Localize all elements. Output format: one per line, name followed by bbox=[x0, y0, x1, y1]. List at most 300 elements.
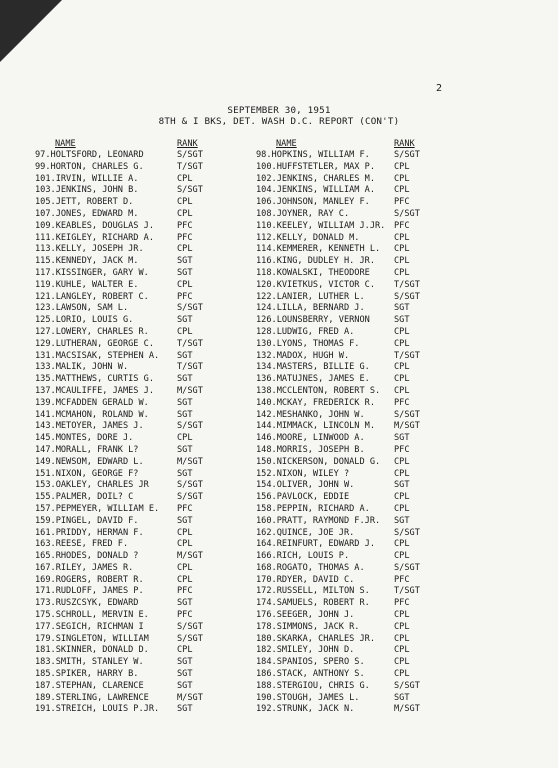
member-name: 98.HOPKINS, WILLIAM F. bbox=[256, 150, 370, 160]
roster-row bbox=[35, 398, 240, 410]
member-rank: SGT bbox=[177, 444, 193, 455]
member-rank: CPL bbox=[394, 267, 410, 278]
member-name: 143.METOYER, JAMES J. bbox=[35, 421, 144, 432]
roster-row bbox=[256, 516, 436, 528]
roster-row bbox=[35, 197, 240, 209]
member-name: 178.SIMMONS, JACK R. bbox=[256, 621, 360, 632]
member-rank: SGT bbox=[177, 315, 193, 326]
roster-row bbox=[35, 327, 240, 339]
roster-row bbox=[256, 575, 436, 587]
member-rank: S/SGT bbox=[177, 185, 203, 196]
member-name: 110.KEELEY, WILLIAM J.JR. bbox=[256, 220, 386, 231]
member-name: 170.RDYER, DAVID C. bbox=[256, 574, 355, 585]
member-name: 149.NEWSOM, EDWARD L. bbox=[35, 456, 144, 467]
member-rank: PFC bbox=[177, 220, 193, 231]
roster-row bbox=[35, 610, 240, 622]
member-rank: PFC bbox=[177, 610, 193, 621]
right-column-header bbox=[256, 139, 436, 150]
member-name: 159.PINGEL, DAVID F. bbox=[35, 515, 139, 526]
roster-row bbox=[256, 469, 436, 481]
member-rank: CPL bbox=[394, 669, 410, 680]
member-name: 165.RHODES, DONALD ? bbox=[35, 551, 139, 562]
roster-row bbox=[256, 256, 436, 268]
member-name: 104.JENKINS, WILLIAM A. bbox=[256, 185, 375, 196]
member-name: 100.HUFFSTETLER, MAX P. bbox=[256, 161, 375, 172]
member-name: 153.OAKLEY, CHARLES JR bbox=[35, 480, 149, 491]
member-rank: CPL bbox=[177, 574, 193, 585]
member-rank: CPL bbox=[177, 173, 193, 184]
member-name: 127.LOWERY, CHARLES R. bbox=[35, 326, 149, 337]
roster-row bbox=[35, 539, 240, 551]
member-name: 124.LILLA, BERNARD J. bbox=[256, 303, 365, 314]
roster-row bbox=[35, 362, 240, 374]
roster-row bbox=[35, 704, 240, 716]
member-rank: S/SGT bbox=[394, 409, 420, 420]
roster-row bbox=[256, 504, 436, 516]
member-name: 192.STRUNK, JACK N. bbox=[256, 704, 355, 715]
right-roster-rows bbox=[256, 150, 436, 716]
member-name: 102.JENKINS, CHARLES M. bbox=[256, 173, 375, 184]
roster-row bbox=[256, 174, 436, 186]
page-number: 2 bbox=[436, 83, 443, 94]
member-rank: PFC bbox=[177, 291, 193, 302]
roster-row bbox=[35, 374, 240, 386]
member-name: 188.STERGIOU, CHRIS G. bbox=[256, 680, 370, 691]
member-rank: CPL bbox=[177, 208, 193, 219]
member-rank: SGT bbox=[177, 267, 193, 278]
roster-row bbox=[35, 563, 240, 575]
member-rank: S/SGT bbox=[177, 421, 203, 432]
member-rank: SGT bbox=[394, 315, 410, 326]
member-name: 113.KELLY, JOSEPH JR. bbox=[35, 244, 144, 255]
member-rank: CPL bbox=[177, 527, 193, 538]
member-name: 121.LANGLEY, ROBERT C. bbox=[35, 291, 149, 302]
member-rank: S/SGT bbox=[394, 562, 420, 573]
member-name: 171.RUDLOFF, JAMES P. bbox=[35, 586, 144, 597]
roster-row bbox=[256, 303, 436, 315]
member-name: 126.LOUNSBERRY, VERNON bbox=[256, 315, 370, 326]
roster-row bbox=[35, 551, 240, 563]
roster-row bbox=[35, 339, 240, 351]
member-name: 133.MALIK, JOHN W. bbox=[35, 362, 129, 373]
member-name: 101.IRVIN, WILLIE A. bbox=[35, 173, 139, 184]
roster-row bbox=[256, 221, 436, 233]
roster-row bbox=[35, 457, 240, 469]
roster-row bbox=[35, 645, 240, 657]
member-rank: CPL bbox=[394, 374, 410, 385]
member-rank: CPL bbox=[177, 433, 193, 444]
member-name: 182.SMILEY, JOHN D. bbox=[256, 645, 355, 656]
member-name: 148.MORRIS, JOSEPH B. bbox=[256, 444, 365, 455]
member-name: 164.REINFURT, EDWARD J. bbox=[256, 539, 375, 550]
member-name: 167.RILEY, JAMES R. bbox=[35, 562, 134, 573]
member-name: 154.OLIVER, JOHN W. bbox=[256, 480, 355, 491]
member-rank: CPL bbox=[394, 551, 410, 562]
roster-row bbox=[256, 421, 436, 433]
member-rank: PFC bbox=[177, 503, 193, 514]
report-date: SEPTEMBER 30, 1951 bbox=[227, 105, 331, 116]
member-rank: SGT bbox=[177, 657, 193, 668]
roster-row bbox=[35, 681, 240, 693]
member-rank: CPL bbox=[394, 161, 410, 172]
member-rank: SGT bbox=[177, 409, 193, 420]
member-rank: CPL bbox=[394, 232, 410, 243]
roster-row bbox=[35, 693, 240, 705]
roster-row bbox=[35, 528, 240, 540]
roster-row bbox=[256, 634, 436, 646]
member-name: 174.SAMUELS, ROBERT R. bbox=[256, 598, 370, 609]
report-title: 8TH & I BKS, DET. WASH D.C. REPORT (CON'T) bbox=[158, 116, 400, 127]
member-name: 137.MCAULIFFE, JAMES J. bbox=[35, 385, 154, 396]
member-rank: SGT bbox=[394, 480, 410, 491]
member-name: 141.MCMAHON, ROLAND W. bbox=[35, 409, 149, 420]
member-name: 117.KISSINGER, GARY W. bbox=[35, 267, 149, 278]
member-name: 103.JENKINS, JOHN B. bbox=[35, 185, 139, 196]
member-rank: S/SGT bbox=[394, 150, 420, 160]
roster-row bbox=[256, 528, 436, 540]
member-rank: SGT bbox=[177, 374, 193, 385]
member-rank: SGT bbox=[177, 350, 193, 361]
member-name: 132.MADOX, HUGH W. bbox=[256, 350, 350, 361]
member-name: 107.JONES, EDWARD M. bbox=[35, 208, 139, 219]
member-name: 179.SINGLETON, WILLIAM bbox=[35, 633, 149, 644]
member-rank: SGT bbox=[177, 256, 193, 267]
member-name: 156.PAVLOCK, EDDIE bbox=[256, 492, 350, 503]
member-rank: SGT bbox=[177, 704, 193, 715]
member-rank: T/SGT bbox=[177, 338, 203, 349]
member-name: 139.MCFADDEN GERALD W. bbox=[35, 397, 149, 408]
roster-row bbox=[256, 339, 436, 351]
left-roster-rows bbox=[35, 150, 240, 716]
member-rank: SGT bbox=[177, 669, 193, 680]
member-rank: SGT bbox=[177, 468, 193, 479]
roster-row bbox=[256, 610, 436, 622]
roster-row bbox=[35, 303, 240, 315]
member-rank: CPL bbox=[177, 562, 193, 573]
member-rank: CPL bbox=[394, 539, 410, 550]
member-name: 162.QUINCE, JOE JR. bbox=[256, 527, 355, 538]
member-name: 175.SCHROLL, MERVIN E. bbox=[35, 610, 149, 621]
member-name: 169.ROGERS, ROBERT R. bbox=[35, 574, 144, 585]
roster-row bbox=[256, 693, 436, 705]
member-name: 97.HOLTSFORD, LEONARD bbox=[35, 150, 144, 160]
member-rank: SGT bbox=[394, 303, 410, 314]
member-name: 134.MASTERS, BILLIE G. bbox=[256, 362, 370, 373]
member-rank: PFC bbox=[394, 574, 410, 585]
roster-row bbox=[35, 480, 240, 492]
member-rank: SGT bbox=[177, 397, 193, 408]
roster-row bbox=[35, 244, 240, 256]
roster-row bbox=[35, 280, 240, 292]
member-name: 187.STEPHAN, CLARENCE bbox=[35, 680, 144, 691]
roster-row bbox=[256, 704, 436, 716]
roster-row bbox=[256, 268, 436, 280]
roster-row bbox=[35, 469, 240, 481]
name-header: NAME bbox=[276, 139, 297, 149]
member-rank: CPL bbox=[394, 173, 410, 184]
member-rank: T/SGT bbox=[177, 362, 203, 373]
member-rank: CPL bbox=[394, 385, 410, 396]
roster-row bbox=[256, 244, 436, 256]
member-name: 152.NIXON, WILEY ? bbox=[256, 468, 350, 479]
roster-row bbox=[35, 351, 240, 363]
member-rank: SGT bbox=[177, 680, 193, 691]
roster-row bbox=[35, 586, 240, 598]
member-rank: S/SGT bbox=[394, 680, 420, 691]
member-rank: S/SGT bbox=[394, 527, 420, 538]
roster-row bbox=[256, 233, 436, 245]
roster-row bbox=[35, 575, 240, 587]
member-name: 177.SEGICH, RICHMAN I bbox=[35, 621, 144, 632]
rank-header: RANK bbox=[394, 139, 415, 149]
roster-row bbox=[256, 398, 436, 410]
roster-row bbox=[256, 327, 436, 339]
member-rank: CPL bbox=[177, 279, 193, 290]
roster-row bbox=[256, 292, 436, 304]
member-rank: SGT bbox=[177, 515, 193, 526]
member-rank: PFC bbox=[394, 220, 410, 231]
member-rank: T/SGT bbox=[394, 279, 420, 290]
member-rank: CPL bbox=[394, 185, 410, 196]
member-rank: M/SGT bbox=[177, 456, 203, 467]
member-rank: M/SGT bbox=[177, 385, 203, 396]
member-name: 116.KING, DUDLEY H. JR. bbox=[256, 256, 375, 267]
member-name: 118.KOWALSKI, THEODORE bbox=[256, 267, 370, 278]
member-rank: CPL bbox=[394, 244, 410, 255]
member-rank: CPL bbox=[394, 456, 410, 467]
roster-row bbox=[35, 492, 240, 504]
member-name: 176.SEEGER, JOHN J. bbox=[256, 610, 355, 621]
roster-row bbox=[256, 492, 436, 504]
member-name: 128.LUDWIG, FRED A. bbox=[256, 326, 355, 337]
member-name: 120.KVIETKUS, VICTOR C. bbox=[256, 279, 375, 290]
member-rank: T/SGT bbox=[177, 161, 203, 172]
member-rank: M/SGT bbox=[177, 692, 203, 703]
member-name: 146.MOORE, LINWOOD A. bbox=[256, 433, 365, 444]
member-name: 123.LAWSON, SAM L. bbox=[35, 303, 129, 314]
roster-row bbox=[256, 315, 436, 327]
member-rank: CPL bbox=[394, 362, 410, 373]
member-rank: CPL bbox=[177, 326, 193, 337]
member-rank: S/SGT bbox=[177, 621, 203, 632]
member-rank: PFC bbox=[394, 598, 410, 609]
member-rank: CPL bbox=[394, 633, 410, 644]
roster-row bbox=[256, 280, 436, 292]
member-name: 185.SPIKER, HARRY B. bbox=[35, 669, 139, 680]
member-name: 184.SPANIOS, SPERO S. bbox=[256, 657, 365, 668]
member-rank: M/SGT bbox=[394, 704, 420, 715]
member-name: 99.HORTON, CHARLES G. bbox=[35, 161, 144, 172]
member-rank: SGT bbox=[394, 692, 410, 703]
rank-header: RANK bbox=[177, 139, 198, 149]
member-rank: PFC bbox=[177, 232, 193, 243]
member-rank: S/SGT bbox=[177, 150, 203, 160]
member-rank: CPL bbox=[394, 610, 410, 621]
roster-row bbox=[35, 209, 240, 221]
left-column-header bbox=[35, 139, 240, 150]
roster-row bbox=[256, 185, 436, 197]
member-rank: CPL bbox=[394, 338, 410, 349]
roster-row bbox=[256, 386, 436, 398]
member-rank: CPL bbox=[394, 645, 410, 656]
roster-row bbox=[256, 645, 436, 657]
left-roster-column bbox=[35, 139, 240, 716]
member-name: 145.MONTES, DORE J. bbox=[35, 433, 134, 444]
roster-row bbox=[35, 421, 240, 433]
member-name: 186.STACK, ANTHONY S. bbox=[256, 669, 365, 680]
member-name: 108.JOYNER, RAY C. bbox=[256, 208, 350, 219]
roster-row bbox=[35, 174, 240, 186]
member-rank: CPL bbox=[177, 197, 193, 208]
member-rank: CPL bbox=[394, 503, 410, 514]
roster-row bbox=[256, 150, 436, 162]
member-rank: M/SGT bbox=[394, 421, 420, 432]
right-roster-column bbox=[256, 139, 436, 716]
roster-row bbox=[35, 504, 240, 516]
member-name: 106.JOHNSON, MANLEY F. bbox=[256, 197, 370, 208]
member-rank: CPL bbox=[394, 468, 410, 479]
roster-row bbox=[35, 221, 240, 233]
member-name: 166.RICH, LOUIS P. bbox=[256, 551, 350, 562]
roster-row bbox=[256, 681, 436, 693]
member-rank: PFC bbox=[394, 444, 410, 455]
roster-row bbox=[35, 162, 240, 174]
member-name: 144.MIMMACK, LINCOLN M. bbox=[256, 421, 375, 432]
member-name: 173.RUSZCSYK, EDWARD bbox=[35, 598, 139, 609]
member-name: 190.STOUGH, JAMES L. bbox=[256, 692, 360, 703]
member-name: 168.ROGATO, THOMAS A. bbox=[256, 562, 365, 573]
roster-row bbox=[35, 410, 240, 422]
member-name: 114.KEMMERER, KENNETH L. bbox=[256, 244, 381, 255]
roster-row bbox=[256, 374, 436, 386]
roster-row bbox=[256, 539, 436, 551]
roster-row bbox=[35, 445, 240, 457]
roster-row bbox=[256, 586, 436, 598]
roster-row bbox=[35, 622, 240, 634]
member-rank: CPL bbox=[177, 244, 193, 255]
member-name: 183.SMITH, STANLEY W. bbox=[35, 657, 144, 668]
member-rank: CPL bbox=[394, 657, 410, 668]
member-rank: T/SGT bbox=[394, 350, 420, 361]
roster-row bbox=[35, 233, 240, 245]
roster-row bbox=[256, 657, 436, 669]
roster-row bbox=[256, 480, 436, 492]
roster-row bbox=[35, 150, 240, 162]
member-rank: S/SGT bbox=[177, 480, 203, 491]
roster-row bbox=[256, 457, 436, 469]
roster-row bbox=[35, 185, 240, 197]
member-rank: CPL bbox=[177, 645, 193, 656]
member-rank: CPL bbox=[177, 539, 193, 550]
roster-row bbox=[35, 598, 240, 610]
member-name: 136.MATUJNES, JAMES E. bbox=[256, 374, 370, 385]
roster-row bbox=[35, 315, 240, 327]
member-name: 155.PALMER, DOIL? C bbox=[35, 492, 134, 503]
member-name: 180.SKARKA, CHARLES JR. bbox=[256, 633, 375, 644]
member-name: 172.RUSSELL, MILTON S. bbox=[256, 586, 370, 597]
member-name: 181.SKINNER, DONALD D. bbox=[35, 645, 149, 656]
roster-row bbox=[256, 433, 436, 445]
member-name: 161.PRIDDY, HERMAN F. bbox=[35, 527, 144, 538]
member-name: 129.LUTHERAN, GEORGE C. bbox=[35, 338, 154, 349]
member-name: 131.MACSISAK, STEPHEN A. bbox=[35, 350, 160, 361]
member-name: 135.MATTHEWS, CURTIS G. bbox=[35, 374, 154, 385]
roster-row bbox=[256, 563, 436, 575]
member-rank: M/SGT bbox=[177, 551, 203, 562]
folded-corner bbox=[0, 0, 62, 62]
member-rank: SGT bbox=[394, 515, 410, 526]
roster-row bbox=[35, 433, 240, 445]
member-rank: T/SGT bbox=[394, 586, 420, 597]
roster-row bbox=[256, 445, 436, 457]
roster-row bbox=[256, 351, 436, 363]
member-rank: S/SGT bbox=[394, 291, 420, 302]
member-name: 105.JETT, ROBERT D. bbox=[35, 197, 134, 208]
member-name: 189.STERLING, LAWRENCE bbox=[35, 692, 149, 703]
member-name: 140.MCKAY, FREDERICK R. bbox=[256, 397, 375, 408]
roster-row bbox=[35, 657, 240, 669]
member-rank: PFC bbox=[394, 197, 410, 208]
member-name: 111.KEIGLEY, RICHARD A. bbox=[35, 232, 154, 243]
name-header: NAME bbox=[55, 139, 76, 149]
member-name: 119.KUHLE, WALTER E. bbox=[35, 279, 139, 290]
roster-row bbox=[256, 669, 436, 681]
roster-row bbox=[256, 362, 436, 374]
member-name: 151.NIXON, GEORGE F? bbox=[35, 468, 139, 479]
member-rank: CPL bbox=[394, 621, 410, 632]
roster-row bbox=[256, 162, 436, 174]
member-rank: PFC bbox=[394, 397, 410, 408]
member-rank: CPL bbox=[394, 326, 410, 337]
roster-row bbox=[256, 410, 436, 422]
roster-row bbox=[35, 386, 240, 398]
member-rank: S/SGT bbox=[394, 208, 420, 219]
member-rank: SGT bbox=[394, 433, 410, 444]
member-name: 115.KENNEDY, JACK M. bbox=[35, 256, 139, 267]
member-name: 157.PEPMEYER, WILLIAM E. bbox=[35, 503, 160, 514]
roster-row bbox=[256, 598, 436, 610]
roster-row bbox=[35, 268, 240, 280]
member-name: 163.REESE, FRED F. bbox=[35, 539, 129, 550]
roster-row bbox=[256, 209, 436, 221]
member-rank: PFC bbox=[177, 586, 193, 597]
member-name: 158.PEPPIN, RICHARD A. bbox=[256, 503, 370, 514]
member-name: 150.NICKERSON, DONALD G. bbox=[256, 456, 381, 467]
member-name: 138.MCCLENTON, ROBERT S. bbox=[256, 385, 381, 396]
roster-row bbox=[35, 256, 240, 268]
member-name: 112.KELLY, DONALD M. bbox=[256, 232, 360, 243]
member-name: 125.LORIO, LOUIS G. bbox=[35, 315, 134, 326]
member-name: 160.PRATT, RAYMOND F.JR. bbox=[256, 515, 381, 526]
member-rank: S/SGT bbox=[177, 303, 203, 314]
member-name: 109.KEABLES, DOUGLAS J. bbox=[35, 220, 154, 231]
roster-row bbox=[35, 292, 240, 304]
roster-row bbox=[256, 551, 436, 563]
member-rank: SGT bbox=[177, 598, 193, 609]
roster-row bbox=[256, 622, 436, 634]
roster-row bbox=[35, 669, 240, 681]
roster-row bbox=[35, 634, 240, 646]
member-rank: S/SGT bbox=[177, 492, 203, 503]
roster-row bbox=[35, 516, 240, 528]
member-name: 122.LANIER, LUTHER L. bbox=[256, 291, 365, 302]
member-name: 191.STREICH, LOUIS P.JR. bbox=[35, 704, 160, 715]
member-name: 130.LYONS, THOMAS F. bbox=[256, 338, 360, 349]
member-name: 142.MESHANKO, JOHN W. bbox=[256, 409, 365, 420]
member-rank: S/SGT bbox=[177, 633, 203, 644]
roster-row bbox=[256, 197, 436, 209]
member-rank: CPL bbox=[394, 492, 410, 503]
